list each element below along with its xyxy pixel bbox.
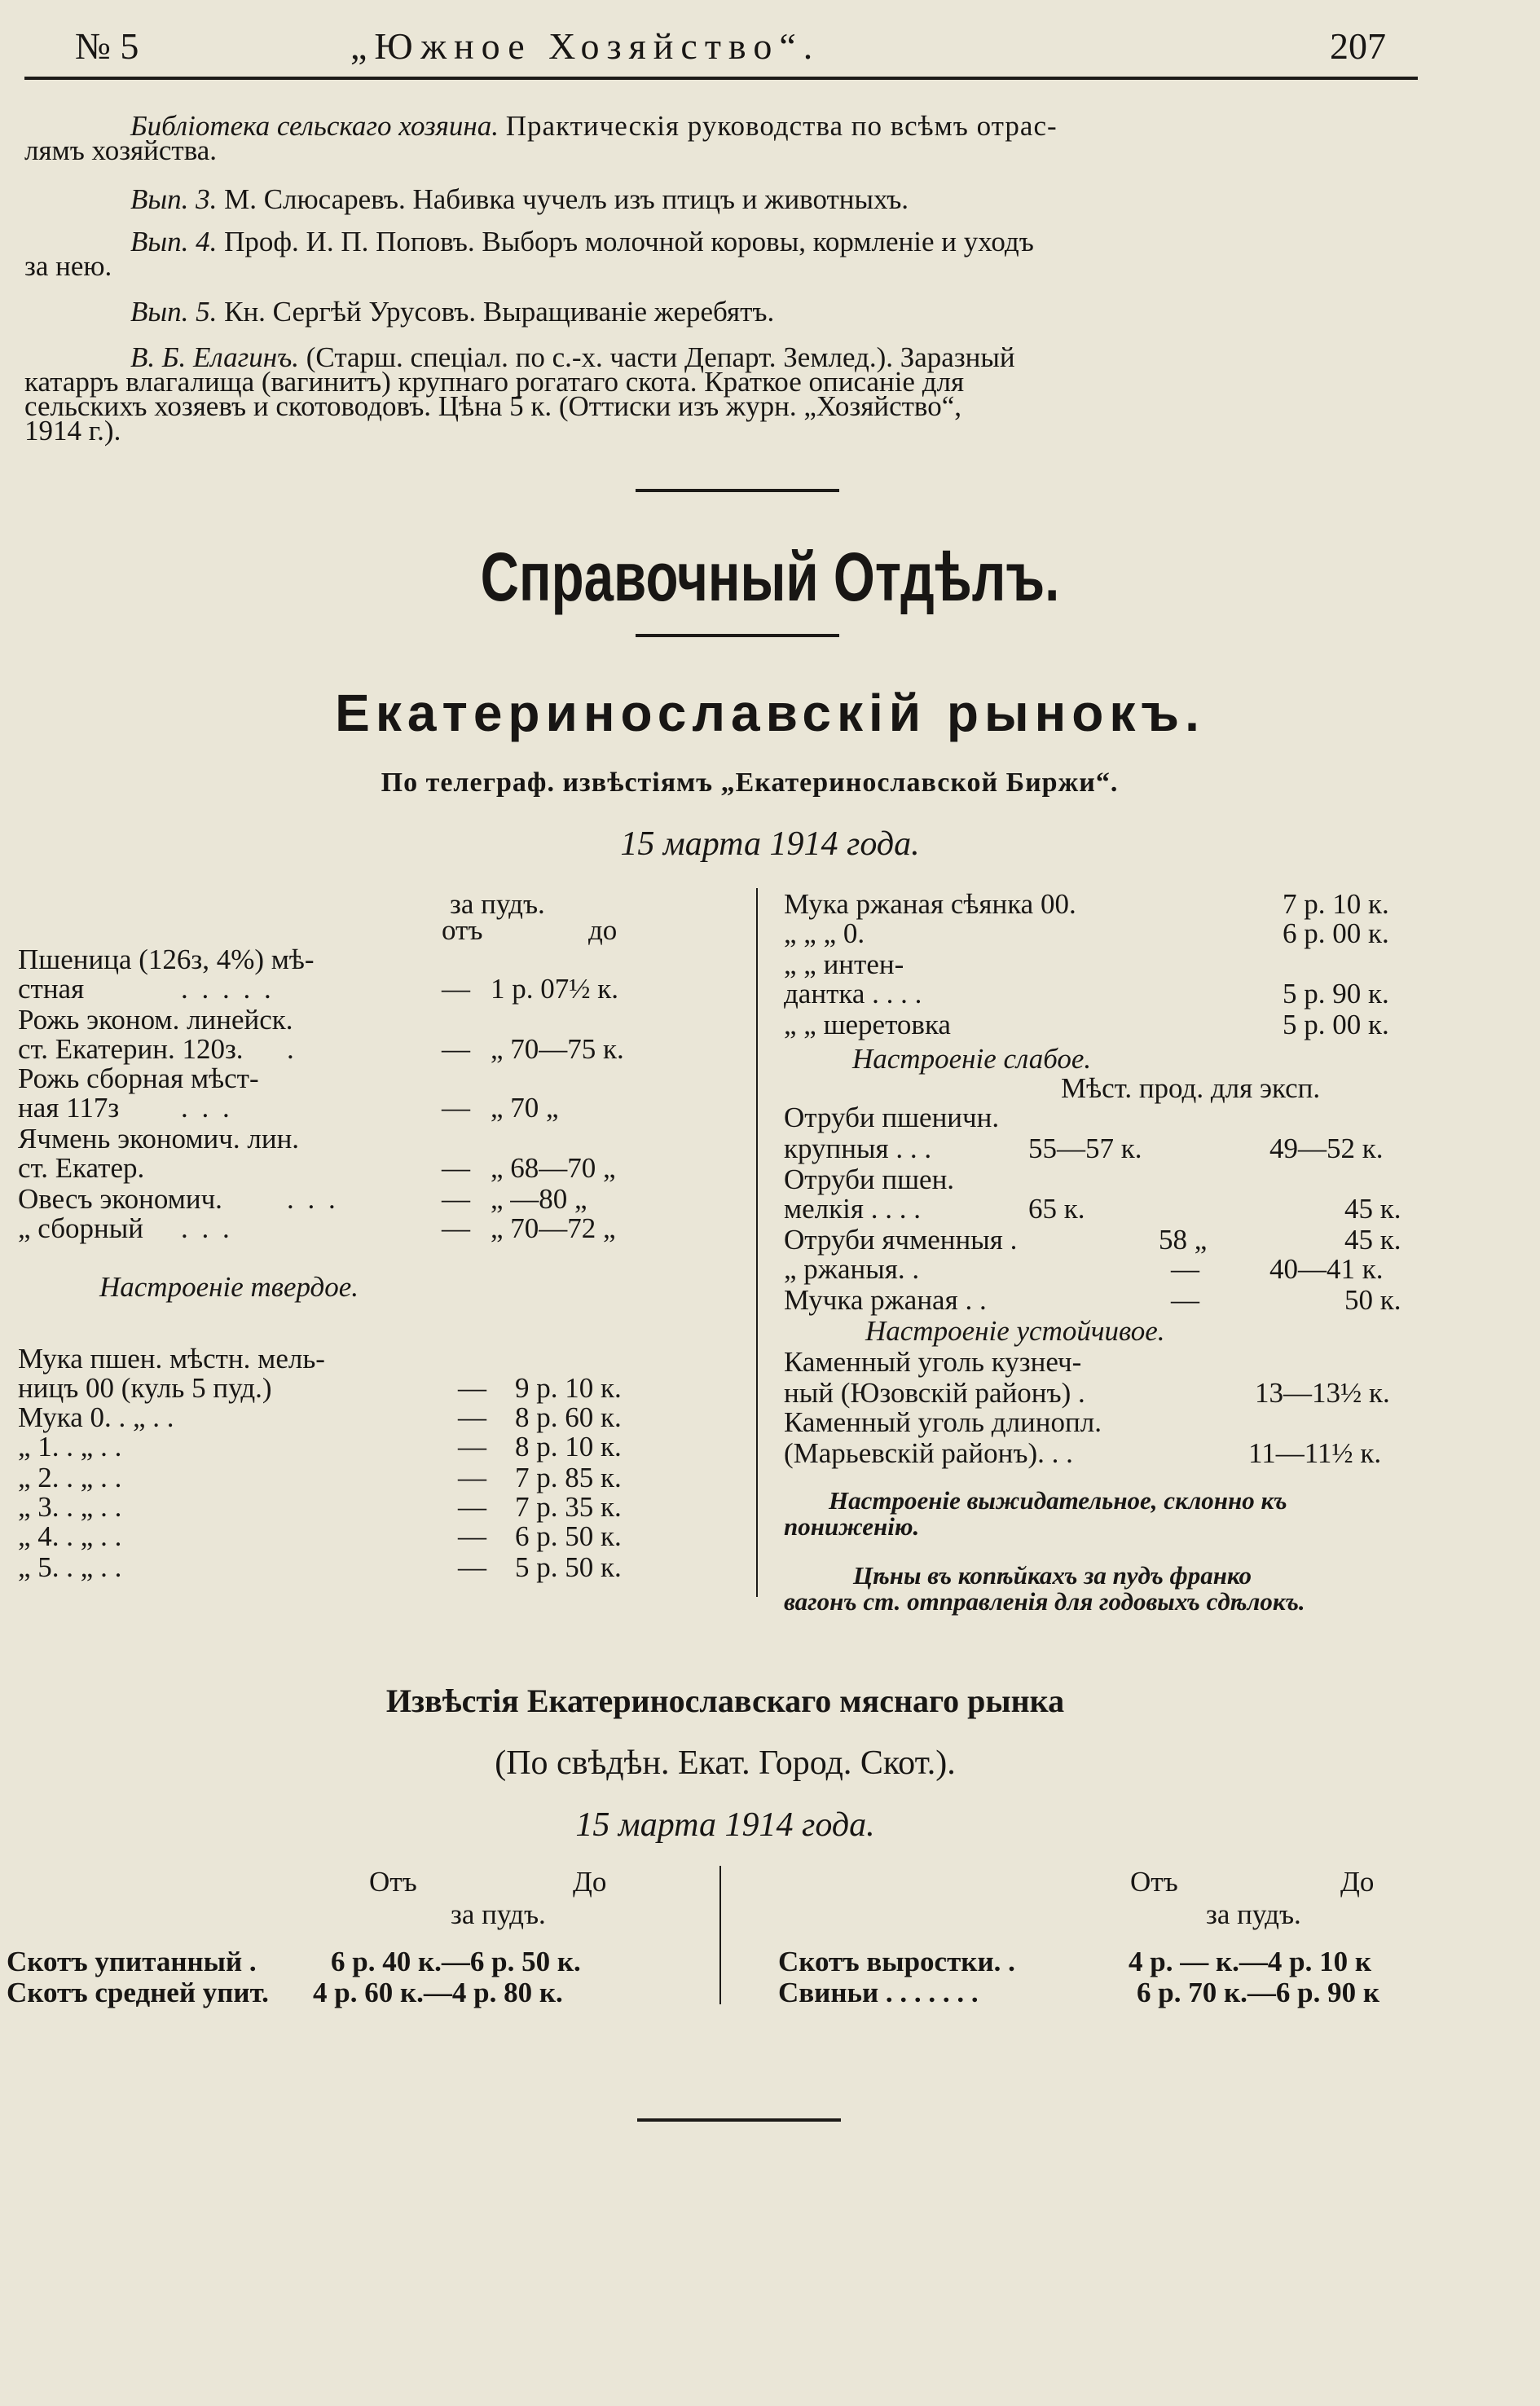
grain-dots: . . . (181, 1212, 233, 1244)
price-note: Цѣны въ копѣйкахъ за пудъ франко (853, 1561, 1252, 1590)
vyp5-label: Вып. 5. (130, 296, 218, 328)
vyp3-label: Вып. 3. (130, 183, 218, 215)
flour-dash: — (458, 1431, 486, 1463)
bran-local: — (1171, 1253, 1199, 1285)
meat-price: 6 р. 40 к.—6 р. 50 к. (331, 1946, 581, 1977)
coal-price: 13—13½ к. (1255, 1377, 1390, 1409)
grain-price: 1 р. 07½ к. (491, 973, 619, 1005)
mood-weak: Настроеніе слабое. (852, 1043, 1092, 1075)
bran-export: 45 к. (1344, 1224, 1401, 1256)
elagin-label: В. Б. Елагинъ. (130, 341, 300, 373)
column-divider (756, 888, 758, 1597)
meat-name: Скотъ упитанный . (7, 1946, 257, 1977)
bran-export: 50 к. (1344, 1284, 1401, 1316)
bran-name: Мучка ржаная . . (784, 1284, 987, 1316)
bran-export: 49—52 к. (1269, 1133, 1384, 1164)
bran-name: Отруби пшен. (784, 1163, 955, 1195)
journal-title: „Южное Хозяйство“. (350, 25, 821, 67)
meat-unit-right: за пудъ. (1206, 1898, 1301, 1930)
grain-dash: — (442, 1183, 470, 1215)
issue-number: № 5 (75, 25, 139, 67)
rye-flour-price: 5 р. 90 к. (1283, 978, 1389, 1009)
rye-flour-price: 5 р. 00 к. (1283, 1009, 1389, 1040)
grain-dots: . (287, 1033, 297, 1065)
meat-price: 4 р. — к.—4 р. 10 к (1129, 1946, 1372, 1977)
bran-name: крупныя . . . (784, 1133, 932, 1164)
flour-price: 8 р. 60 к. (515, 1401, 622, 1433)
coal-name: ный (Юзовскій районъ) . (784, 1377, 1085, 1409)
vyp4-text-l2: за нею. (24, 250, 112, 282)
section-title: Справочный Отдѣлъ. (480, 539, 1060, 615)
meat-to-right: До (1340, 1866, 1375, 1898)
elagin-l1: (Старш. спеціал. по с.-х. части Департ. Землед.). Заразный (306, 341, 1015, 373)
flour-dash: — (458, 1520, 486, 1552)
rye-flour-name: „ „ шеретовка (784, 1009, 951, 1040)
flour-dash: — (458, 1462, 486, 1493)
grain-dots: . . . (181, 1092, 233, 1124)
flour-dash: — (458, 1551, 486, 1583)
vyp3-text: М. Слюсаревъ. Набивка чучелъ изъ птицъ и животныхъ. (224, 183, 909, 215)
bran-local: 58 „ (1159, 1224, 1208, 1256)
meat-to-left: До (573, 1866, 607, 1898)
grain-dash: — (442, 1212, 470, 1244)
market-date: 15 марта 1914 года. (620, 825, 920, 863)
bran-export: 45 к. (1344, 1193, 1401, 1225)
mood-waiting-l2: пониженію. (784, 1512, 920, 1541)
grain-name: Овесъ экономич. (18, 1183, 222, 1215)
flour-price: 7 р. 85 к. (515, 1462, 622, 1493)
coal-name: Каменный уголь кузнеч- (784, 1346, 1082, 1378)
grain-price: „ 70—75 к. (491, 1033, 624, 1065)
flour-name: Мука 0. . „ . . (18, 1401, 174, 1433)
bran-name: Отруби пшеничн. (784, 1102, 1000, 1133)
bran-header: Мѣст. прод. для эксп. (1061, 1072, 1321, 1104)
meat-name: Скотъ средней упит. (7, 1977, 269, 2008)
flour-name: „ 5. . „ . . (18, 1551, 122, 1583)
page-number: 207 (1330, 25, 1386, 67)
flour-name: „ 1. . „ . . (18, 1431, 122, 1463)
vyp4-text: Проф. И. П. Поповъ. Выборъ молочной коровы, кормленіе и уходъ (224, 226, 1034, 257)
meat-from-left: Отъ (369, 1866, 417, 1898)
flour-dash: — (458, 1372, 486, 1404)
elagin-l2: катарръ влагалища (вагинитъ) крупнаго рогатаго скота. Краткое описаніе для (24, 366, 965, 398)
bran-name: Отруби ячменныя . (784, 1224, 1018, 1256)
unit-header: за пудъ. (450, 888, 545, 920)
meat-name: Свиньи . . . . . . . (778, 1977, 979, 2008)
meat-unit-left: за пудъ. (451, 1898, 546, 1930)
flour-dash: — (458, 1491, 486, 1523)
series-desc-l2: лямъ хозяйства. (24, 134, 218, 166)
rye-flour-price: 7 р. 10 к. (1283, 888, 1389, 920)
meat-price: 6 р. 70 к.—6 р. 90 к (1137, 1977, 1380, 2008)
grain-name: Пшеница (126з, 4%) мѣ- (18, 943, 315, 975)
flour-name: Мука пшен. мѣстн. мель- (18, 1343, 325, 1375)
series-desc: Практическія руководства по всѣмъ отрас- (505, 110, 1058, 142)
market-source: По телеграф. извѣстіямъ „Екатеринославской Биржи“. (381, 768, 1119, 798)
grain-dash: — (442, 973, 470, 1005)
mood-waiting: Настроеніе выжидательное, склонно къ (829, 1486, 1287, 1515)
grain-dash: — (442, 1152, 470, 1184)
grain-price: „ 70—72 „ (491, 1212, 616, 1244)
flour-name: „ 4. . „ . . (18, 1520, 122, 1552)
vyp4-label: Вып. 4. (130, 226, 218, 257)
coal-name: (Марьевскій районъ). . . (784, 1437, 1073, 1469)
elagin-l4: 1914 г.). (24, 415, 121, 446)
section-rule-top (636, 489, 839, 492)
price-note-l2: вагонъ ст. отправленія для годовыхъ сдѣлокъ. (784, 1587, 1305, 1616)
flour-price: 5 р. 50 к. (515, 1551, 622, 1583)
meat-title: Извѣстія Екатеринославскаго мяснаго рынка (385, 1682, 1065, 1719)
flour-dash: — (458, 1401, 486, 1433)
grain-name: стная (18, 973, 85, 1005)
elagin-l3: сельскихъ хозяевъ и скотоводовъ. Цѣна 5 к. (Оттиски изъ журн. „Хозяйство“, (24, 390, 961, 422)
bran-name: „ ржаныя. . (784, 1253, 920, 1285)
bran-local: — (1171, 1284, 1199, 1316)
coal-price: 11—11½ к. (1248, 1437, 1382, 1469)
grain-name: ная 117з (18, 1092, 120, 1124)
meat-divider (719, 1866, 721, 2004)
grain-name: ст. Екатер. (18, 1152, 145, 1184)
grain-price: „ 70 „ (491, 1092, 559, 1124)
to-header: до (588, 914, 618, 946)
meat-date: 15 марта 1914 года. (575, 1806, 875, 1844)
flour-price: 8 р. 10 к. (515, 1431, 622, 1463)
rye-flour-name: Мука ржаная сѣянка 00. (784, 888, 1076, 920)
grain-dots: . . . (287, 1183, 339, 1215)
market-title: Екатеринославскій рынокъ. (335, 684, 1205, 742)
section-rule-bottom (636, 634, 839, 637)
flour-name: „ 2. . „ . . (18, 1462, 122, 1493)
coal-name: Каменный уголь длинопл. (784, 1406, 1102, 1438)
bran-local: 65 к. (1028, 1193, 1085, 1225)
grain-mood: Настроеніе твердое. (99, 1271, 359, 1303)
bran-name: мелкія . . . . (784, 1193, 921, 1225)
grain-name: Рожь сборная мѣст- (18, 1062, 259, 1094)
series-title: Библіотека сельскаго хозяина. (130, 110, 499, 142)
from-header: отъ (442, 914, 483, 946)
grain-price: „ —80 „ (491, 1183, 587, 1215)
grain-dots: . . . . . (181, 973, 275, 1005)
flour-price: 6 р. 50 к. (515, 1520, 622, 1552)
meat-price: 4 р. 60 к.—4 р. 80 к. (313, 1977, 563, 2008)
meat-from-right: Отъ (1130, 1866, 1178, 1898)
rye-flour-price: 6 р. 00 к. (1283, 917, 1389, 949)
flour-name: ницъ 00 (куль 5 пуд.) (18, 1372, 272, 1404)
header-rule (24, 77, 1418, 80)
rye-flour-name: дантка . . . . (784, 978, 922, 1009)
grain-name: Ячмень экономич. лин. (18, 1123, 300, 1155)
grain-price: „ 68—70 „ (491, 1152, 616, 1184)
footer-rule (637, 2118, 841, 2122)
flour-name: „ 3. . „ . . (18, 1491, 122, 1523)
bran-local: 55—57 к. (1028, 1133, 1142, 1164)
grain-name: Рожь эконом. линейск. (18, 1004, 293, 1036)
flour-price: 7 р. 35 к. (515, 1491, 622, 1523)
mood-stable: Настроеніе устойчивое. (865, 1315, 1165, 1347)
flour-price: 9 р. 10 к. (515, 1372, 622, 1404)
grain-name: ст. Екатерин. 120з. (18, 1033, 244, 1065)
meat-source: (По свѣдѣн. Екат. Город. Скот.). (495, 1744, 956, 1782)
vyp5-text: Кн. Сергѣй Урусовъ. Выращиваніе жеребятъ. (224, 296, 775, 328)
grain-dash: — (442, 1033, 470, 1065)
grain-dash: — (442, 1092, 470, 1124)
rye-flour-name: „ „ интен- (784, 948, 904, 980)
rye-flour-name: „ „ „ 0. (784, 917, 865, 949)
meat-name: Скотъ выростки. . (778, 1946, 1015, 1977)
grain-name: „ сборный (18, 1212, 144, 1244)
bran-export: 40—41 к. (1269, 1253, 1384, 1285)
